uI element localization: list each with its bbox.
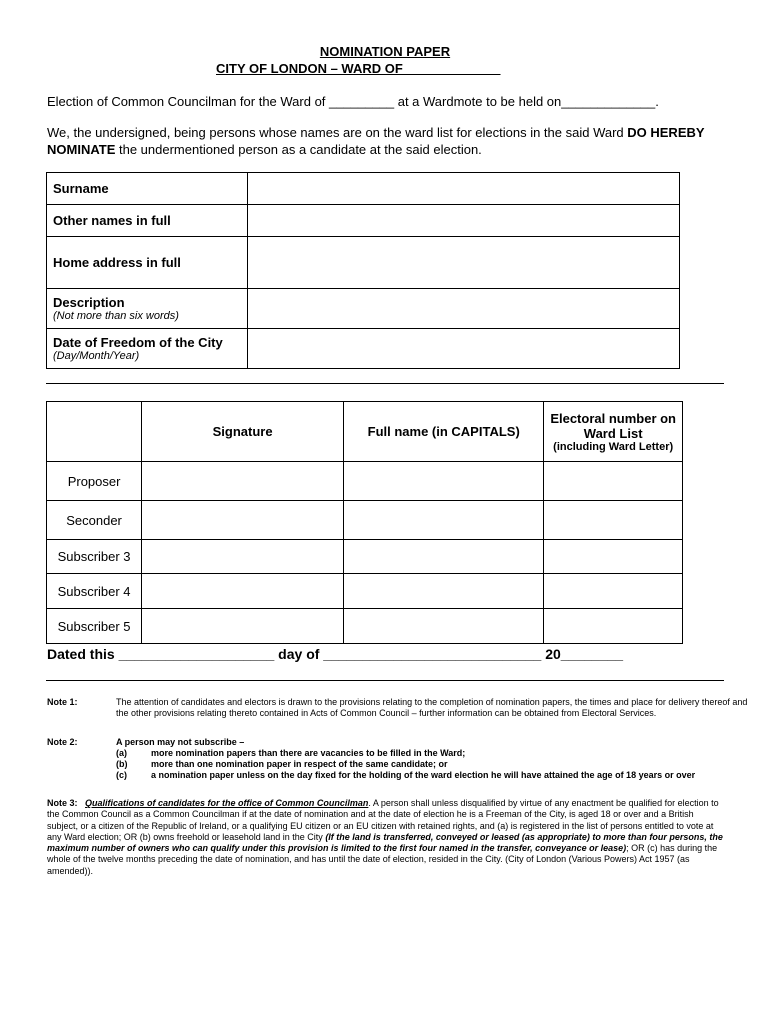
proposer-electoral-cell[interactable] [544,462,683,501]
subscriber5-signature-cell[interactable] [142,609,344,644]
header-blank [47,402,142,462]
document-title: NOMINATION PAPER [319,44,451,59]
field-label-home-address: Home address in full [47,237,248,289]
seconder-electoral-cell[interactable] [544,501,683,540]
intro-text-1: We, the undersigned, being persons whose names are on the ward list for elections in the said Ward [47,125,628,140]
table-row [47,462,683,501]
seconder-name-cell[interactable] [344,501,544,540]
subscriber5-electoral-cell[interactable] [544,609,683,644]
note3-paragraph [47,798,723,877]
subscriber3-electoral-cell[interactable] [544,540,683,574]
row-label-subscriber-3: Subscriber 3 [47,540,142,574]
table-row [47,501,683,540]
row-label-seconder: Seconder [47,501,142,540]
note1-text: The attention of candidates and electors is drawn to the provisions relating to the completion of nomination papers, the times and place for delivery thereof and the other provisions relating thereto contained in Acts of Common Council – further information can be obtained from Electoral Services. [116,697,748,718]
header-electoral-sub: (including Ward Letter) [553,440,674,453]
divider-line-2 [46,680,724,681]
field-input-home-address[interactable] [248,237,680,289]
row-label-proposer: Proposer [47,462,142,501]
dated-line: Dated this ____________________ day of ____________________________ 20________ [47,646,624,662]
field-label-freedom-date: Date of Freedom of the City (Day/Month/Year) [47,329,248,369]
document-subtitle: CITY OF LONDON – WARD OF _____________ [216,61,501,76]
field-input-surname[interactable] [248,173,680,205]
field-label-other-names: Other names in full [47,205,248,237]
row-label-subscriber-5: Subscriber 5 [47,609,142,644]
subscriber5-name-cell[interactable] [344,609,544,644]
header-electoral-number: Electoral number on Ward List (including Ward Letter) [544,402,683,462]
election-line: Election of Common Councilman for the Ward of _________ at a Wardmote to be held on_____________. [47,94,659,109]
divider-line [46,383,724,384]
field-input-freedom-date[interactable] [248,329,680,369]
subscriber4-signature-cell[interactable] [142,574,344,609]
note3-text-1: . A person shall unless disqualified by virtue of any enactment be qualified for election to the Common Council as a Common Councilman if at the date of nomination and at the date of election he is a Freeman of the City, is aged 18 or over and a British subject, or a citizen of the Republic of Ireland, or a qualifying EU citizen or an EU citizen with retained rights, and (a) is registered in the list of persons entitled to vote at any Ward election; OR (b) owns freehold or leasehold land in the City [47,798,719,842]
nomination-paper-page: NOMINATION PAPER CITY OF LONDON – WARD OF _____________ Election of Common Councilman for the Ward of _________ at a Wardmote to be held on_____________. We, the undersigned, being persons whose names are on the ward list for elections in the said Ward DO HEREBY NOMINATE the undermentioned person as a candidate at the said election. Surname Other names in full Home address in full Description (Not more than six words) Date of Freedom of the City (Day/Month/Year) Signature Full name (in CAPITALS) Electoral number on Ward List (including Ward Letter) Proposer Seconder Subscriber 3 Subscriber 4 Subscriber 5 Dated this ____________________ day of ____________________________ 20________ Note 1: The attention of candidates and electors is drawn to the provisions relating to the completion of nomination papers, the times and place for delivery thereof and the other provisions relating thereto contained in Acts of Common Council – further information can be obtained from Electoral Services. Note 2: A person may not subscribe – (a) more nomination papers than there are vacancies to be filled in the Ward; (b) more than one nomination paper in respect of the same candidate; or (c) a nomination paper unless on the day fixed for the holding of the ward election he will have attained the age of 18 years or over Note 3: Qualifications of candidates for the office of Common Councilman. A person shall unless disqualified by virtue of any enactment be qualified for election to the Common Council as a Common Councilman if at the date of nomination and at the date of election he is a Freeman of the City, is aged 18 or over and a British subject, or a citizen of the Republic of Ireland, or a qualifying EU citizen or an EU citizen with retained rights, and (a) is registered in the list of persons entitled to vote at any Ward election; OR (b) owns freehold or leasehold land in the City (If the land is transferred, conveyed or leased (as appropriate) to more than four persons, the maximum number of owners who can qualify under this provision is limited to the first four named in the transfer, conveyance or lease); OR (c) has during the whole of the twelve months preceding the date of nomination, and has until the date of election, resided in the City. (City of London (Various Powers) Act 1957 (as amended)). [0,0,770,1024]
table-row [47,540,683,574]
note3-heading: Qualifications of candidates for the office of Common Councilman [85,798,369,808]
candidate-details-table [46,172,680,369]
note3-text-2: ; OR (c) has during the whole of the twelve months preceding the date of nomination, and has until the date of election, resided in the City. (City of London (Various Powers) Act 1957 (as amended)). [47,843,718,876]
field-input-description[interactable] [248,289,680,329]
field-sub-description: (Not more than six words) [53,310,179,322]
field-label-description: Description (Not more than six words) [47,289,248,329]
field-sub-freedom-date: (Day/Month/Year) [53,350,140,362]
proposer-signature-cell[interactable] [142,462,344,501]
intro-paragraph [47,124,727,158]
note2-heading: A person may not subscribe – [116,737,245,747]
field-label-surname: Surname [47,173,248,205]
note2-label: Note 2: [47,737,78,747]
table-row [47,609,683,644]
subscriber4-electoral-cell[interactable] [544,574,683,609]
intro-text-2: the undermentioned person as a candidate at the said election. [115,142,482,157]
subscribers-table [46,401,683,644]
intro-bold: DO HEREBY NOMINATE [47,125,705,157]
row-label-subscriber-4: Subscriber 4 [47,574,142,609]
table-row [47,574,683,609]
header-full-name: Full name (in CAPITALS) [344,402,544,462]
seconder-signature-cell[interactable] [142,501,344,540]
subscriber4-name-cell[interactable] [344,574,544,609]
field-input-other-names[interactable] [248,205,680,237]
header-signature: Signature [142,402,344,462]
subscriber3-name-cell[interactable] [344,540,544,574]
subscriber3-signature-cell[interactable] [142,540,344,574]
proposer-name-cell[interactable] [344,462,544,501]
note1-label: Note 1: [47,697,78,707]
note3-label: Note 3: [47,798,78,808]
note3-bold-text: (If the land is transferred, conveyed or leased (as appropriate) to more than four persons, the maximum number of owners who can qualify under this provision is limited to the first four named in the transfer, conveyance or lease) [47,831,723,854]
